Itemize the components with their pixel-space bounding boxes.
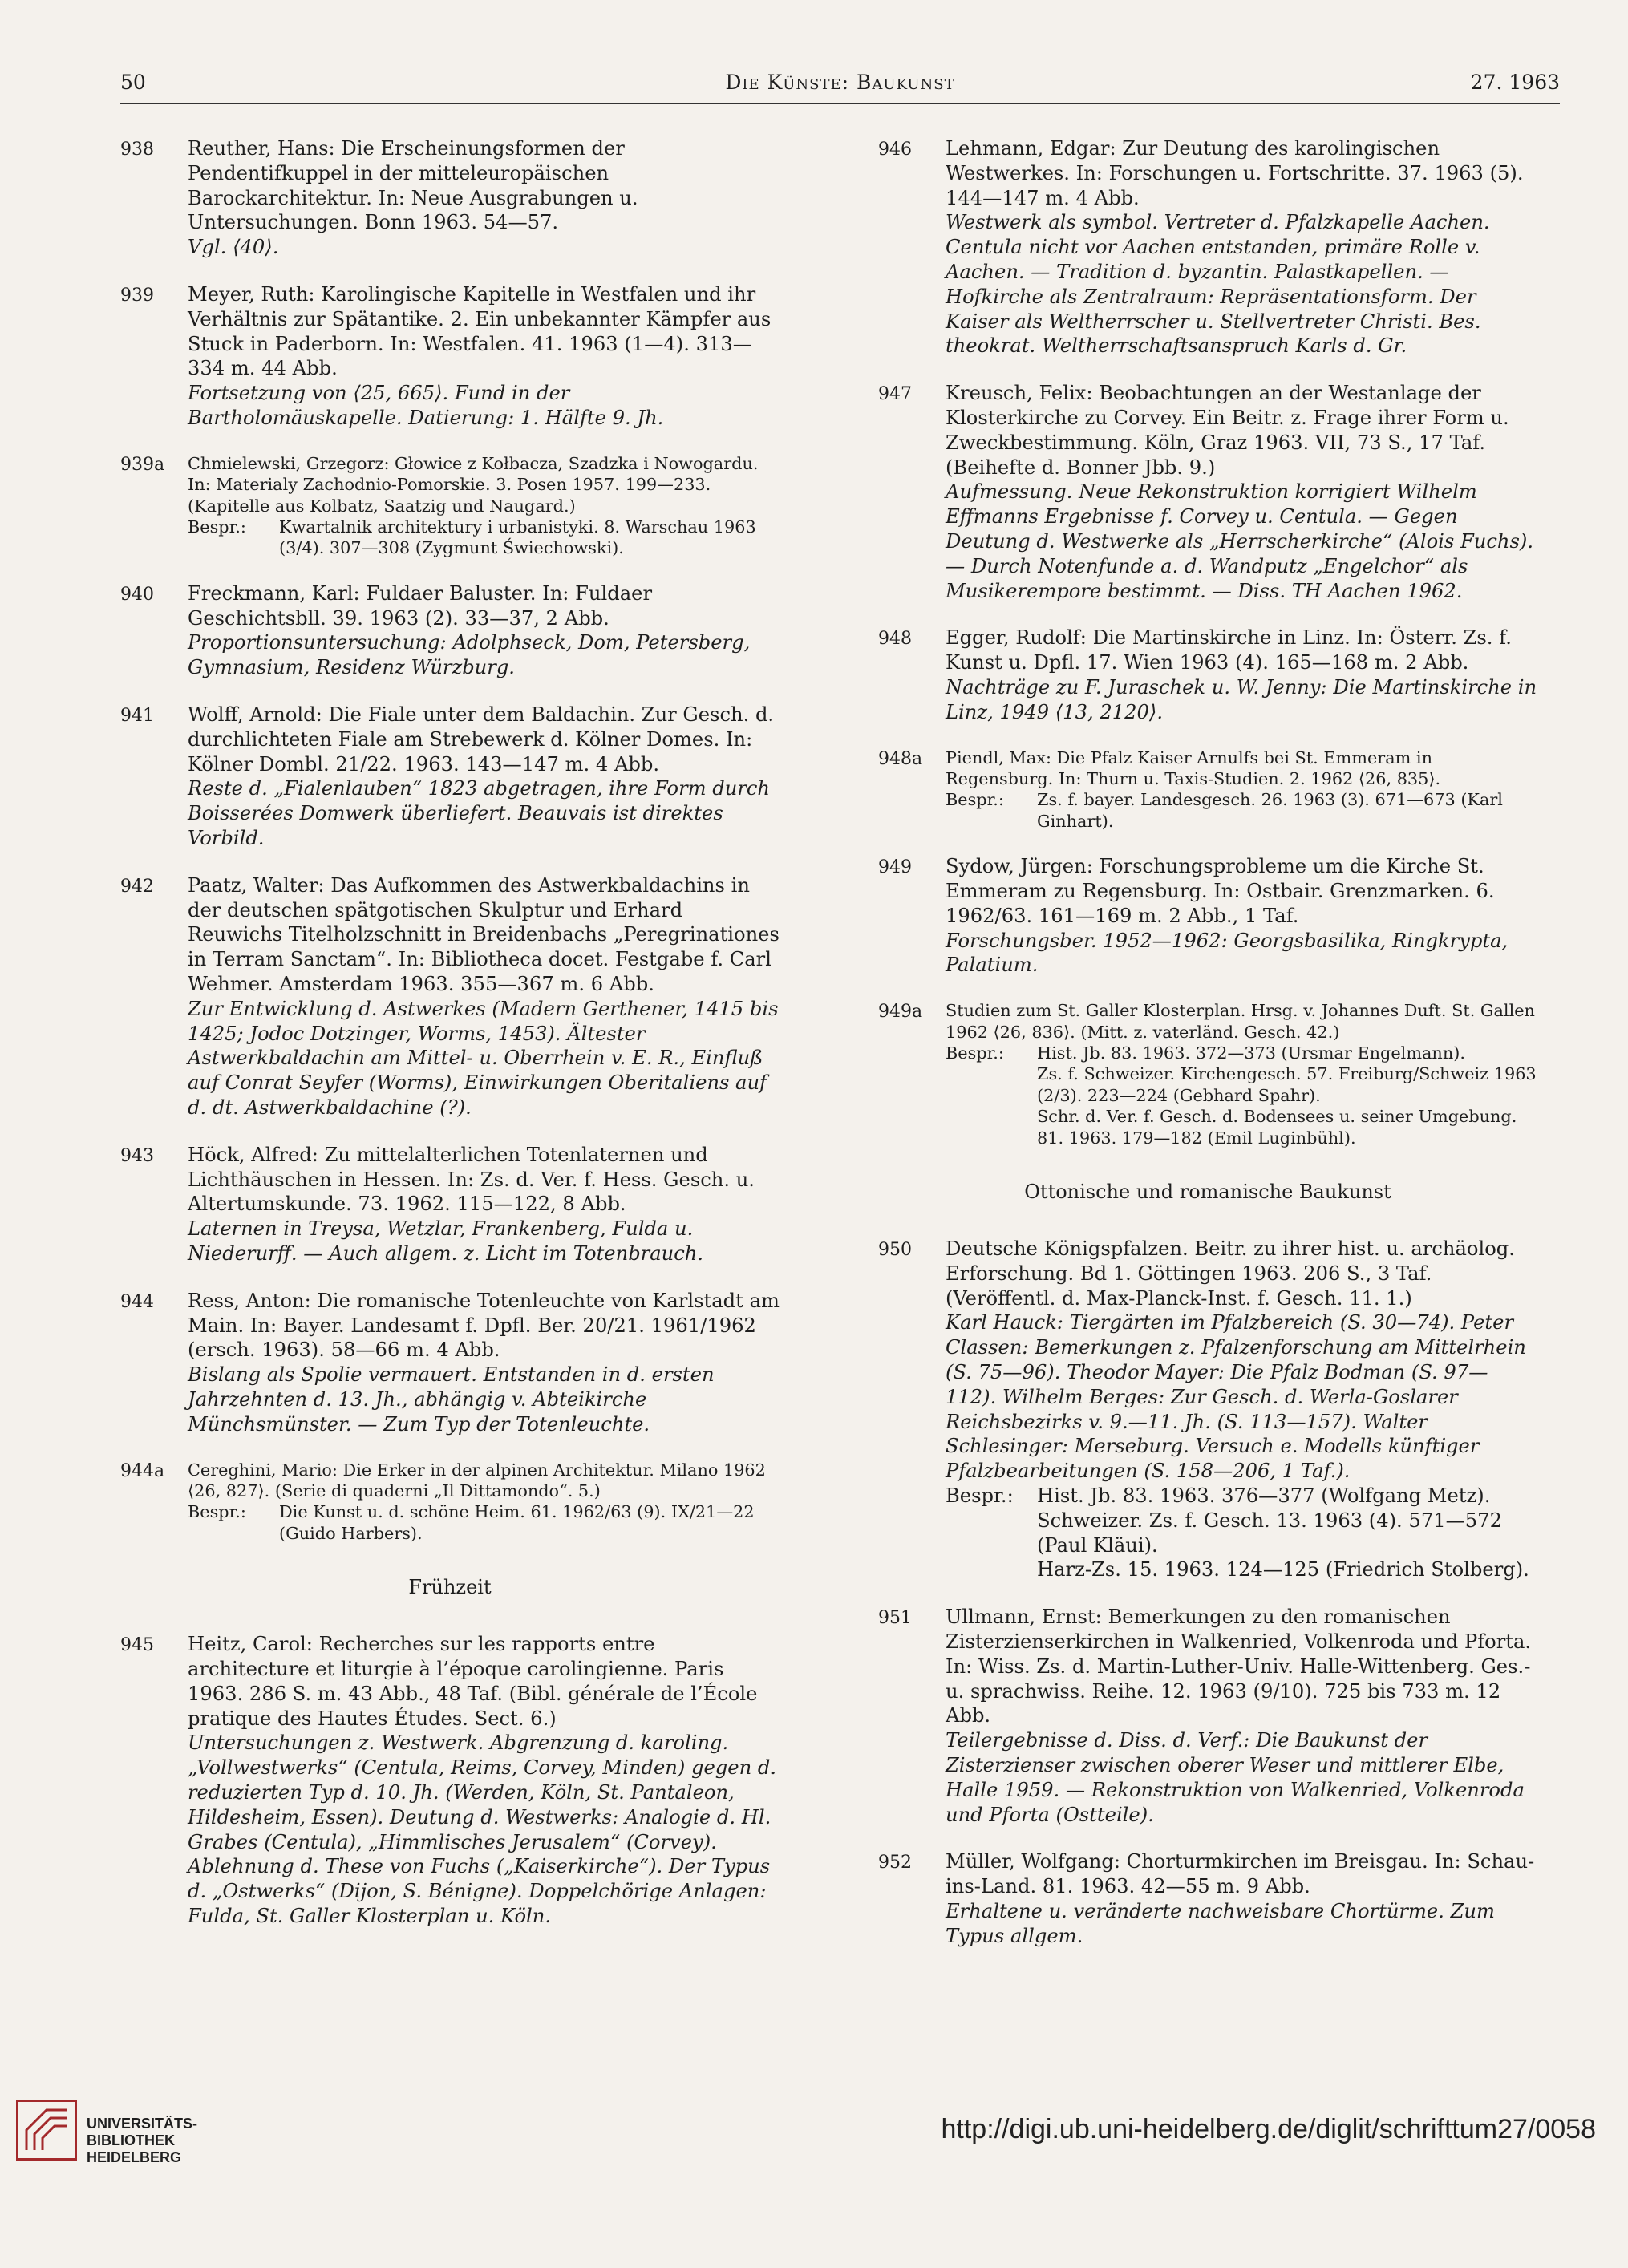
entry-number: 942 <box>120 876 154 897</box>
bibliography-entry <box>120 581 780 680</box>
entry-citation: Lehmann, Edgar: Zur Deutung des karolingischen Westwerkes. In: Forschungen u. Fortschritte. 37. 1963 (5). 144—147 m. 4 Abb. <box>946 137 1524 209</box>
left-entries-b <box>120 1632 780 1929</box>
entry-annotation: Teilergebnisse d. Diss. d. Verf.: Die Baukunst der Zisterzienser zwischen oberer Weser und mittlerer Elbe, Halle 1959. — Rekonstruktion von Walkenried, Volkenroda und Pforta (Ostteile). <box>946 1729 1525 1826</box>
entry-reviews <box>188 516 780 559</box>
entry-citation: Studien zum St. Galler Klosterplan. Hrsg. v. Johannes Duft. St. Gallen 1962 ⟨26, 836⟩. (Mitt. z. vaterländ. Gesch. 42.) <box>946 1001 1535 1042</box>
review-item: Die Kunst u. d. schöne Heim. 61. 1962/63 (9). IX/21—22 (Guido Harbers). <box>279 1502 755 1543</box>
review-label: Bespr.: <box>946 790 1004 810</box>
bibliography-entry <box>878 1605 1537 1827</box>
review-label: Bespr.: <box>188 516 246 537</box>
review-item: Schweizer. Zs. f. Gesch. 13. 1963 (4). 571—572 (Paul Kläui). <box>1037 1509 1502 1557</box>
review-label: Bespr.: <box>946 1484 1014 1507</box>
bibliography-entry <box>120 1289 780 1437</box>
entry-reviews <box>946 1043 1537 1148</box>
entry-annotation: Vgl. ⟨40⟩. <box>188 236 279 259</box>
entry-number: 940 <box>120 584 154 605</box>
entry-number: 948 <box>878 629 912 650</box>
review-label: Bespr.: <box>188 1502 246 1522</box>
entry-citation: Wolff, Arnold: Die Fiale unter dem Baldachin. Zur Gesch. d. durchlichteten Fiale am Strebewerk d. Kölner Domes. In: Kölner Dombl. 21/22. 1963. 143—147 m. 4 Abb. <box>188 703 775 776</box>
bibliography-entry <box>120 453 780 559</box>
entry-number: 944a <box>120 1460 165 1481</box>
left-column <box>120 136 780 1951</box>
review-item: Harz-Zs. 15. 1963. 124—125 (Friedrich Stolberg). <box>1037 1558 1529 1582</box>
bibliography-entry <box>878 381 1537 603</box>
entry-number: 945 <box>120 1635 154 1656</box>
entry-annotation: Bislang als Spolie vermauert. Entstanden in d. ersten Jahrzehnten d. 13. Jh., abhängig v. Abteikirche Münchsmünster. — Zum Typ der Totenleuchte. <box>188 1363 715 1436</box>
volume-year: 27. 1963 <box>1470 71 1560 94</box>
bibliography-entry <box>120 1143 780 1266</box>
bibliography-entry <box>120 873 780 1120</box>
entry-annotation: Forschungsber. 1952—1962: Georgsbasilika, Ringkrypta, Palatium. <box>946 929 1509 977</box>
running-header <box>120 63 1560 104</box>
review-item: Hist. Jb. 83. 1963. 372—373 (Ursmar Engelmann). <box>1037 1043 1465 1063</box>
entry-number: 946 <box>878 140 912 160</box>
bibliography-entry <box>120 1460 780 1545</box>
entry-annotation: Proportionsuntersuchung: Adolphseck, Dom, Petersberg, Gymnasium, Residenz Würzburg. <box>188 631 751 679</box>
bibliography-entry <box>878 626 1537 724</box>
review-item: Hist. Jb. 83. 1963. 376—377 (Wolfgang Metz). <box>1037 1484 1491 1507</box>
entry-annotation: Westwerk als symbol. Vertreter d. Pfalzkapelle Aachen. Centula nicht vor Aachen entstanden, primäre Rolle v. Aachen. — Tradition d. byzantin. Palastkapellen. — Hofkirche als Zentralraum: Repräsentationsform. Der Kaiser als Weltherrscher u. Stellvertreter Christi. Bes. theokrat. Weltherrschaftsanspruch Karls d. Gr. <box>946 211 1490 358</box>
entry-citation: Freckmann, Karl: Fuldaer Baluster. In: Fuldaer Geschichtsbll. 39. 1963 (2). 33—37, 2 Abb. <box>188 581 653 630</box>
entry-citation: Egger, Rudolf: Die Martinskirche in Linz. In: Österr. Zs. f. Kunst u. Dpfl. 17. Wien 1963 (4). 165—168 m. 2 Abb. <box>946 626 1512 674</box>
entry-citation: Reuther, Hans: Die Erscheinungsformen der Pendentifkuppel in der mitteleuropäischen Barockarchitektur. In: Neue Ausgrabungen u. Untersuchungen. Bonn 1963. 54—57. <box>188 137 638 234</box>
entry-annotation: Karl Hauck: Tiergärten im Pfalzbereich (S. 30—74). Peter Classen: Bemerkungen z. Pfalzenforschung am Mittelrhein (S. 75—96). Theodor Mayer: Die Pfalz Bodman (S. 97—112). Wilhelm Berges: Zur Gesch. d. Werla-Goslarer Reichsbezirks v. 9.—11. Jh. (S. 113—157). Walter Schlesinger: Merseburg. Versuch e. Modells künftiger Pfalzbearbeitungen (S. 158—206, 1 Taf.). <box>946 1311 1526 1483</box>
section-heading-fruehzeit: Frühzeit <box>408 1576 492 1599</box>
bibliography-entry <box>120 136 780 260</box>
entry-citation: Chmielewski, Grzegorz: Głowice z Kołbacza, Szadzka i Nowogardu. In: Materialy Zachodnio-Pomorskie. 3. Posen 1957. 199—233. (Kapitelle aus Kolbatz, Saatzig und Naugard.) <box>188 453 759 516</box>
bibliography-entry <box>120 703 780 851</box>
review-item: Kwartalnik architektury i urbanistyki. 8. Warschau 1963 (3/4). 307—308 (Zygmunt Świechowski). <box>279 516 756 558</box>
entry-number: 951 <box>878 1608 912 1629</box>
logo-text: UNIVERSITÄTS- BIBLIOTHEK HEIDELBERG <box>87 2116 198 2165</box>
entry-citation: Deutsche Königspfalzen. Beitr. zu ihrer hist. u. archäolog. Erforschung. Bd 1. Göttingen 1963. 206 S., 3 Taf. (Veröffentl. d. Max-Planck-Inst. f. Gesch. 11. 1.) <box>946 1237 1515 1310</box>
entry-number: 952 <box>878 1853 912 1873</box>
entry-citation: Kreusch, Felix: Beobachtungen an der Westanlage der Klosterkirche zu Corvey. Ein Beitr. z. Frage ihrer Form u. Zweckbestimmung. Köln, Graz 1963. VII, 73 S., 17 Taf. (Beihefte d. Bonner Jbb. 9.) <box>946 382 1509 479</box>
bibliography-entry <box>120 282 780 431</box>
entry-number: 947 <box>878 384 912 405</box>
library-logo <box>16 2100 225 2196</box>
bibliography-entry <box>878 1000 1537 1148</box>
entry-annotation: Aufmessung. Neue Rekonstruktion korrigiert Wilhelm Effmanns Ergebnisse f. Corvey u. Centula. — Gegen Deutung d. Westwerke als „Herrscherkirche“ (Alois Fuchs). — Durch Notenfunde a. d. Wandputz „Engelchor“ als Musikerempore bestimmt. — Diss. TH Aachen 1962. <box>946 480 1534 602</box>
entry-number: 939 <box>120 285 154 306</box>
entry-number: 939a <box>120 454 165 475</box>
entry-number: 950 <box>878 1239 912 1260</box>
bibliography-entry <box>120 1632 780 1929</box>
bibliography-entry <box>878 1237 1537 1582</box>
entry-citation: Müller, Wolfgang: Chorturmkirchen im Breisgau. In: Schau-ins-Land. 81. 1963. 42—55 m. 9 Abb. <box>946 1850 1535 1898</box>
entry-reviews <box>946 1484 1537 1582</box>
left-entries-a <box>120 136 780 1544</box>
source-url-link[interactable]: http://digi.ub.uni-heidelberg.de/diglit/schrifttum27/0058 <box>941 2114 1596 2144</box>
entry-reviews <box>188 1501 780 1544</box>
entry-citation: Cereghini, Mario: Die Erker in der alpinen Architektur. Milano 1962 ⟨26, 827⟩. (Serie di quaderni „Il Dittamondo“. 5.) <box>188 1460 766 1501</box>
entry-number: 943 <box>120 1145 154 1166</box>
page-title: Die Künste: Baukunst <box>725 71 955 94</box>
entry-annotation: Nachträge zu F. Juraschek u. W. Jenny: Die Martinskirche in Linz, 1949 ⟨13, 2120⟩. <box>946 675 1537 723</box>
entry-annotation: Fortsetzung von ⟨25, 665⟩. Fund in der Bartholomäuskapelle. Datierung: 1. Hälfte 9. Jh. <box>188 382 664 429</box>
right-entries-a <box>878 136 1537 1148</box>
entry-citation: Meyer, Ruth: Karolingische Kapitelle in Westfalen und ihr Verhältnis zur Spätantike. 2. Ein unbekannter Kämpfer aus Stuck in Paderborn. In: Westfalen. 41. 1963 (1—4). 313—334 m. 44 Abb. <box>188 282 771 380</box>
entry-annotation: Untersuchungen z. Westwerk. Abgrenzung d. karoling. „Vollwestwerks“ (Centula, Reims, Corvey, Minden) gegen d. reduzierten Typ d. 10. Jh. (Werden, Köln, St. Pantaleon, Hildesheim, Essen). Deutung d. Westwerks: Analogie d. Hl. Grabes (Centula), „Himmlisches Jerusalem“ (Corvey). Ablehnung d. These von Fuchs („Kaiserkirche“). Der Typus d. „Ostwerks“ (Dijon, S. Bénigne). Doppelchörige Anlagen: Fulda, St. Galler Klosterplan u. Köln. <box>188 1731 777 1927</box>
entry-citation: Sydow, Jürgen: Forschungsprobleme um die Kirche St. Emmeram zu Regensburg. In: Ostbair. Grenzmarken. 6. 1962/63. 161—169 m. 2 Abb., 1 Taf. <box>946 855 1495 927</box>
bibliography-entry <box>878 1849 1537 1948</box>
review-item: Zs. f. bayer. Landesgesch. 26. 1963 (3). 671—673 (Karl Ginhart). <box>1037 790 1503 831</box>
logo-mark-icon <box>16 2100 77 2161</box>
bibliography-entry <box>878 136 1537 358</box>
entry-number: 944 <box>120 1291 154 1312</box>
entry-number: 948a <box>878 748 923 769</box>
entry-reviews <box>946 789 1537 832</box>
section-heading-ottonische: Ottonische und romanische Baukunst <box>1024 1180 1391 1203</box>
entry-number: 938 <box>120 140 154 160</box>
entry-number: 949a <box>878 1002 923 1023</box>
page-number: 50 <box>120 71 146 94</box>
right-entries-b <box>878 1237 1537 1949</box>
right-column <box>878 136 1537 1971</box>
entry-annotation: Reste d. „Fialenlauben“ 1823 abgetragen, ihre Form durch Boisserées Domwerk überliefert. Beauvais ist direktes Vorbild. <box>188 777 771 849</box>
bibliography-entry <box>878 854 1537 978</box>
entry-annotation: Erhaltene u. veränderte nachweisbare Chortürme. Zum Typus allgem. <box>946 1899 1495 1947</box>
entry-annotation: Zur Entwicklung d. Astwerkes (Madern Gerthener, 1415 bis 1425; Jodoc Dotzinger, Worms, 1453). Ältester Astwerkbaldachin am Mittel- u. Oberrhein v. E. R., Einfluß auf Conrat Seyfer (Worms), Einwirkungen Oberitaliens auf d. dt. Astwerkbaldachine (?). <box>188 997 779 1119</box>
entry-citation: Piendl, Max: Die Pfalz Kaiser Arnulfs bei St. Emmeram in Regensburg. In: Thurn u. Taxis-Studien. 2. 1962 ⟨26, 835⟩. <box>946 747 1441 788</box>
entry-citation: Höck, Alfred: Zu mittelalterlichen Totenlaternen und Lichthäuschen in Hessen. In: Zs. d. Ver. f. Hess. Gesch. u. Altertumskunde. 73. 1962. 115—122, 8 Abb. <box>188 1143 755 1216</box>
entry-citation: Paatz, Walter: Das Aufkommen des Astwerkbaldachins in der deutschen spätgotischen Skulptur und Erhard Reuwichs Titelholzschnitt in Breidenbachs „Peregrinationes in Terram Sanctam“. In: Bibliotheca docet. Festgabe f. Carl Wehmer. Amsterdam 1963. 355—367 m. 6 Abb. <box>188 873 780 995</box>
bibliography-entry <box>878 747 1537 832</box>
entry-annotation: Laternen in Treysa, Wetzlar, Frankenberg, Fulda u. Niederurff. — Auch allgem. z. Licht im Totenbrauch. <box>188 1217 704 1265</box>
review-item: Schr. d. Ver. f. Gesch. d. Bodensees u. seiner Umgebung. 81. 1963. 179—182 (Emil Luginbühl). <box>1037 1107 1517 1148</box>
review-item: Zs. f. Schweizer. Kirchengesch. 57. Freiburg/Schweiz 1963 (2/3). 223—224 (Gebhard Spahr). <box>1037 1064 1537 1105</box>
entry-citation: Heitz, Carol: Recherches sur les rapports entre architecture et liturgie à l’époque carolingienne. Paris 1963. 286 S. m. 43 Abb., 48 Taf. (Bibl. générale de l’École pratique des Hautes Études. Sect. 6.) <box>188 1633 758 1730</box>
entry-citation: Ullmann, Ernst: Bemerkungen zu den romanischen Zisterzienserkirchen in Walkenried, Volkenroda und Pforta. In: Wiss. Zs. d. Martin-Luther-Univ. Halle-Wittenberg. Ges.- u. sprachwiss. Reihe. 12. 1963 (9/10). 725 bis 733 m. 12 Abb. <box>946 1606 1532 1727</box>
review-label: Bespr.: <box>946 1043 1004 1063</box>
entry-number: 941 <box>120 705 154 726</box>
entry-number: 949 <box>878 857 912 878</box>
entry-citation: Ress, Anton: Die romanische Totenleuchte von Karlstadt am Main. In: Bayer. Landesamt f. Dpfl. Ber. 20/21. 1961/1962 (ersch. 1963). 58—66 m. 4 Abb. <box>188 1289 780 1362</box>
